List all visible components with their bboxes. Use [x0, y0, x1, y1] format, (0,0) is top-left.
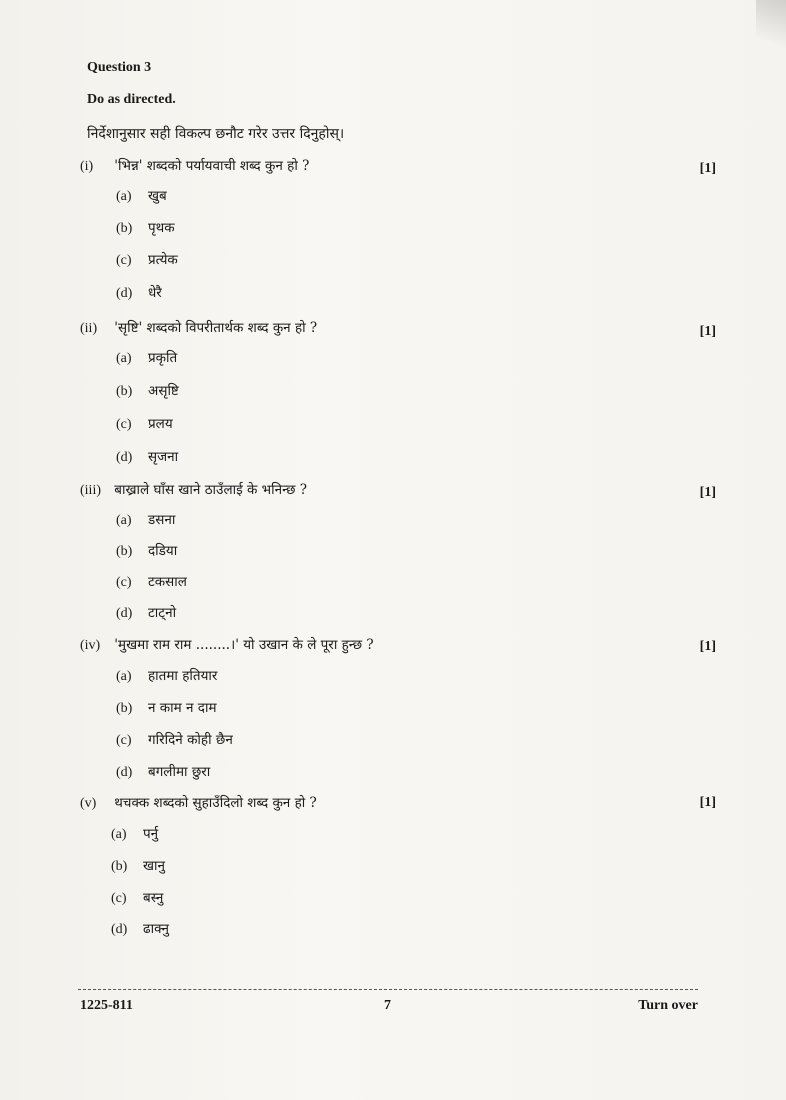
option-text: ढाक्नु — [143, 921, 169, 937]
option — [116, 186, 167, 205]
option — [116, 541, 177, 560]
instruction-text: निर्देशानुसार सही विकल्प छनौट गरेर उत्तर दिनुहोस्। — [87, 126, 345, 142]
option — [116, 730, 233, 749]
option-text: धेरै — [148, 285, 162, 301]
option — [116, 572, 187, 591]
option — [116, 698, 217, 717]
option-label: (b) — [116, 221, 133, 236]
option — [116, 666, 217, 685]
option-text: प्रलय — [148, 416, 173, 432]
option-label: (b) — [116, 701, 133, 716]
option-label: (d) — [116, 765, 133, 780]
option-text: प्रत्येक — [148, 252, 178, 268]
option-label: (a) — [116, 513, 132, 528]
question-number: (ii) — [80, 321, 98, 336]
option-label: (c) — [116, 733, 132, 748]
question-4 — [80, 635, 374, 654]
option-text: खुब — [148, 188, 167, 204]
option-label: (a) — [116, 189, 132, 204]
option-label: (c) — [116, 575, 132, 590]
option-text: सृजना — [148, 449, 179, 465]
option-text: दडिया — [148, 543, 178, 559]
marks-label: [1] — [699, 795, 716, 810]
option-label: (b) — [116, 384, 133, 399]
option — [116, 414, 173, 433]
question-number: (i) — [80, 159, 94, 174]
question-5 — [80, 793, 317, 812]
marks-label: [1] — [699, 324, 716, 339]
option-text: पर्नु — [143, 826, 159, 842]
marks-label: [1] — [699, 639, 716, 654]
question-text: 'सृष्टि' शब्दको विपरीतार्थक शब्द कुन हो ? — [114, 320, 318, 336]
option-label: (a) — [116, 351, 132, 366]
page-corner-shadow — [756, 0, 786, 60]
option-label: (c) — [111, 891, 127, 906]
option-label: (d) — [116, 450, 133, 465]
option-label: (c) — [116, 253, 132, 268]
question-number: (v) — [80, 796, 97, 811]
option — [111, 919, 169, 938]
option — [116, 348, 177, 367]
option — [116, 381, 179, 400]
option-label: (d) — [111, 922, 128, 937]
question-text: 'मुखमा राम राम ........।' यो उखान के ले पूरा हुन्छ ? — [114, 637, 374, 653]
marks-label: [1] — [699, 485, 716, 500]
option-label: (d) — [116, 286, 133, 301]
question-number: (iii) — [80, 483, 101, 498]
option-label: (a) — [111, 827, 127, 842]
option-text: गरिदिने कोही छैन — [148, 732, 233, 748]
option-text: टाट्नो — [148, 605, 177, 621]
option-text: प्रकृति — [148, 350, 178, 366]
question-text: 'भिन्न' शब्दको पर्यायवाची शब्द कुन हो ? — [114, 158, 310, 174]
question-number: (iv) — [80, 638, 101, 653]
option-label: (b) — [111, 859, 128, 874]
option-label: (a) — [116, 669, 132, 684]
option — [116, 603, 176, 622]
option — [111, 888, 163, 907]
option-text: असृष्टि — [148, 383, 179, 399]
option-text: बस्नु — [143, 890, 164, 906]
option — [116, 762, 210, 781]
question-3 — [80, 480, 307, 499]
question-text: बाख्राले घाँस खाने ठाउँलाई के भनिन्छ ? — [114, 482, 308, 498]
option — [116, 250, 178, 269]
option-label: (d) — [116, 606, 133, 621]
question-title: Question 3 — [87, 60, 152, 75]
question-2 — [80, 318, 317, 337]
question-text: थचक्क शब्दको सुहाउँदिलो शब्द कुन हो ? — [114, 795, 317, 811]
option — [116, 283, 162, 302]
marks-label: [1] — [699, 161, 716, 176]
paper-code: 1225-811 — [80, 998, 133, 1013]
option — [111, 856, 165, 875]
option — [116, 447, 178, 466]
turn-over-label: Turn over — [638, 998, 698, 1013]
option-text: पृथक — [148, 220, 175, 236]
option — [116, 218, 175, 237]
option-text: न काम न दाम — [148, 700, 217, 716]
footer-divider — [78, 989, 698, 990]
option-text: बगलीमा छुरा — [148, 764, 211, 780]
page-number: 7 — [384, 998, 391, 1013]
option-text: डसना — [148, 512, 176, 528]
question-1 — [80, 156, 309, 175]
option-text: खानु — [143, 858, 166, 874]
option — [116, 510, 175, 529]
option-text: टकसाल — [148, 574, 187, 590]
option-label: (c) — [116, 417, 132, 432]
option — [111, 824, 158, 843]
option-text: हातमा हतियार — [148, 668, 218, 684]
direction-text: Do as directed. — [87, 92, 176, 107]
option-label: (b) — [116, 544, 133, 559]
